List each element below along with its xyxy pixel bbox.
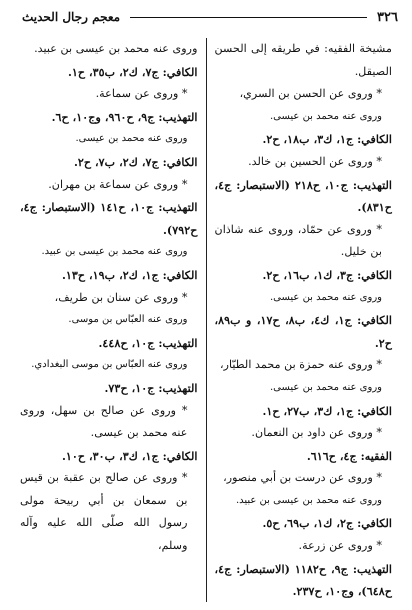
narration-line: * وروى عن سماعة.	[95, 87, 188, 101]
right-column	[209, 38, 399, 602]
source-reference: الكافي: ج٢، ك١، ب٦٩، ح٥.	[262, 516, 392, 531]
narration-line: * وروى عن صالح بن سهل، وروى عنه محمد بن عيسى.	[20, 403, 188, 440]
narration-line: * وروى عن صالح بن عقبة بن قيس بن سمعان بن أبي ربيحة مولى رسول الله صلّى الله عليه وآله وسلم،	[20, 471, 188, 553]
narration-line: وروى عنه محمد بن عيسى بن عبيد.	[235, 494, 382, 506]
source-reference: الكافي: ج١، ك٣، ب٢٧، ح١.	[262, 403, 392, 418]
text-columns	[14, 38, 398, 602]
source-reference: التهذيب: ج١٠، ح٢١٨ (الاستبصار: ج٤، ح٨٣١).	[214, 177, 392, 215]
book-title: معجم رجال الحديث	[22, 10, 121, 24]
narration-line: * وروى عن الحسين بن خالد.	[248, 154, 382, 168]
source-reference: الكافي: ج٣، ك١، ب١٦، ح٢.	[262, 267, 392, 282]
page-header	[22, 8, 398, 26]
narration-line: * وروى عن زرعة.	[298, 539, 382, 553]
narration-line: * وروى عن داود بن النعمان.	[251, 426, 382, 440]
narration-line: وروى عنه محمد بن عيسى.	[75, 133, 188, 145]
source-reference: التهذيب: ج١٠، ح٤٤٨.	[98, 335, 198, 350]
narration-line: وروى عنه محمد بن عيسى بن عبيد.	[41, 246, 188, 258]
source-reference: التهذيب: ج٩، ح١١٨٢ (الاستبصار: ج٤، ح٦٤٨)، وج١٠، ح٢٣٧.	[214, 561, 392, 599]
source-reference: الكافي: ج١، ك٢، ب١٩، ح١٣.	[61, 267, 198, 282]
narration-line: وروى عنه محمد بن عيسى بن عبيد.	[34, 42, 198, 55]
narration-line: * وروى عن سنان بن طريف،	[54, 290, 188, 304]
column-divider	[206, 38, 207, 602]
narration-line: * وروى عن درست بن أبي منصور،	[223, 471, 382, 485]
source-reference: الكافي: ج٧، ك٢، ب٣٥، ح١.	[67, 64, 198, 79]
narration-line: * وروى عن الحسن بن السري،	[239, 87, 382, 101]
narration-line: وروى عنه محمد بن عيسى.	[269, 291, 382, 303]
source-reference: التهذيب: ج١٠، ح١٤١ (الاستبصار: ج٤، ح٧٩٢).	[20, 200, 198, 237]
narration-line: * وروى عنه حمزة بن محمد الطيّار،	[219, 358, 382, 372]
source-reference: الفقيه: ج٤، ح٦١٦.	[306, 448, 392, 463]
narration-line: * وروى عن حمّاد، وروى عنه شاذان بن خليل.	[214, 222, 382, 259]
page-number: ٣٢٦	[377, 9, 398, 25]
source-reference: الكافي: ج١، ك٤، ب٨، ح١٧، و ب٨٩، ح٢.	[214, 313, 393, 350]
narration-line: وروى عنه محمد بن عيسى.	[269, 110, 382, 122]
left-column	[14, 38, 204, 602]
source-reference: الكافي: ج١، ك٣، ب٣٠، ح١٠.	[61, 448, 198, 463]
narration-line: وروى عنه العبّاس بن موسى البغدادي.	[31, 359, 188, 371]
header-rule	[130, 17, 367, 18]
source-reference: التهذيب: ج١٠، ح٧٣.	[104, 380, 198, 395]
source-reference: الكافي: ج١، ك٣، ب١٨، ح٢.	[262, 132, 392, 147]
narration-line: وروى عنه العبّاس بن موسى.	[68, 314, 188, 326]
narration-line: * وروى عن سماعة بن مهران.	[48, 177, 188, 191]
source-reference: الكافي: ج٧، ك٢، ب٧، ح٢.	[73, 154, 198, 169]
narration-line: مشيخة الفقيه: في طريقه إلى الحسن الصيقل.	[214, 42, 392, 78]
narration-line: وروى عنه محمد بن عيسى.	[269, 381, 382, 393]
source-reference: التهذيب: ج٩، ح٩٦٠، وج١٠، ح٦.	[51, 109, 198, 124]
